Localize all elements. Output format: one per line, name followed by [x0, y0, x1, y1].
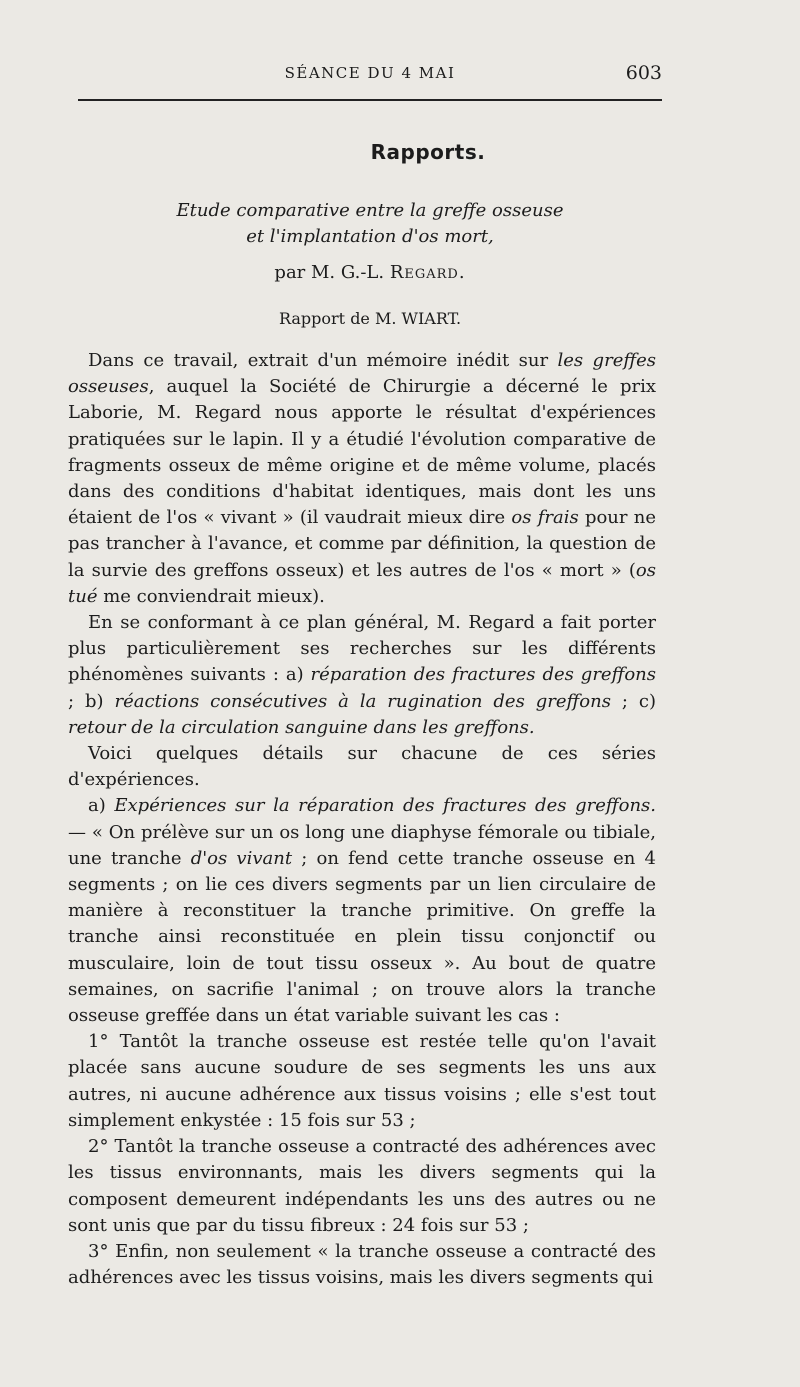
text-run: En se conformant à ce plan général, M. Regard a fait porter plus particulièrement ses recherches sur les différents phénomènes suivants : a)	[68, 612, 656, 686]
paragraph-6: 2° Tantôt la tranche osseuse a contracté des adhérences avec les tissus environnants, mais les divers segments qui la composent demeurent indépendants les uns des autres ou ne sont unis que par du tissu fibreux : 24 fois sur 53 ;	[68, 1136, 656, 1236]
italic-run: réactions consécutives à la rugination des greffons	[114, 690, 611, 712]
paragraph-3: Voici quelques détails sur chacune de ces séries d'expériences.	[68, 743, 656, 791]
page-number: 603	[625, 62, 662, 84]
author-prefix: par M. G.-L.	[274, 262, 390, 283]
italic-run: réparation des fractures des greffons	[310, 664, 657, 686]
text-run: ; on fend cette tranche osseuse en 4 segments ; on lie ces divers segments par un lien circulaire de manière à reconstituer la tranche primitive. On greffe la tranche ainsi reconstituée en plein tissu conjonctif ou musculaire, loin de tout tissu osseux ». Au bout de quatre semaines, on sacrifie l'animal ; on trouve alors la tranche osseuse greffée dans un état variable suivant les cas :	[68, 847, 656, 1027]
article-body	[68, 348, 656, 1291]
author-name: Regard.	[389, 262, 466, 283]
header-rule	[78, 99, 662, 101]
text-run: a)	[88, 795, 115, 817]
paragraph-2	[68, 610, 656, 741]
paragraph-4	[68, 793, 656, 1029]
text-run: Dans ce travail, extrait d'un mémoire inédit sur	[88, 350, 558, 371]
reporter-line: Rapport de M. WIART.	[278, 309, 462, 328]
italic-run: os tué	[68, 559, 656, 607]
italic-run: Expériences sur la réparation des fractures des greffons.	[114, 795, 656, 817]
italic-run: les greffes osseuses	[68, 350, 656, 398]
paragraph-1	[68, 348, 656, 610]
page-header	[78, 62, 662, 88]
text-run: pour ne pas trancher à l'avance, et comme par définition, la question de la survie des greffons osseux) et les autres de l'os « mort » (	[68, 507, 656, 581]
italic-run: d'os vivant	[190, 847, 293, 869]
paragraph-5: 1° Tantôt la tranche osseuse est restée telle qu'on l'avait placée sans aucune soudure de ses segments les uns aux autres, ni aucune adhérence aux tissus voisins ; elle s'est tout simplement enkystée : 15 fois sur 53 ;	[68, 1031, 656, 1131]
author-line	[78, 262, 662, 283]
text-run: ; b)	[68, 690, 115, 712]
italic-run: os frais	[511, 507, 579, 529]
italic-run: retour de la circulation sanguine dans les greffons.	[68, 716, 535, 738]
running-head: SÉANCE DU 4 MAI	[284, 64, 456, 82]
text-run: me conviendrait mieux).	[97, 585, 325, 607]
section-title: Rapports.	[370, 140, 486, 164]
text-run: ; c)	[610, 690, 656, 712]
article-title-line-2: et l'implantation d'os mort,	[246, 226, 494, 247]
text-run: , auquel la Société de Chirurgie a décerné le prix Laborie, M. Regard nous apporte le résultat d'expériences pratiquées sur le lapin. Il y a étudié l'évolution comparative de fragments osseux de même origine et de même volume, placés dans des conditions d'habitat identiques, mais dont les uns étaient de l'os « vivant » (il vaudrait mieux dire	[68, 376, 656, 529]
paragraph-7: 3° Enfin, non seulement « la tranche osseuse a contracté des adhérences avec les tissus voisins, mais les divers segments qui	[68, 1240, 656, 1289]
article-title-line-1: Etude comparative entre la greffe osseuse	[176, 200, 564, 221]
text-run: — « On prélève sur un os long une diaphyse fémorale ou tibiale, une tranche	[68, 821, 656, 869]
